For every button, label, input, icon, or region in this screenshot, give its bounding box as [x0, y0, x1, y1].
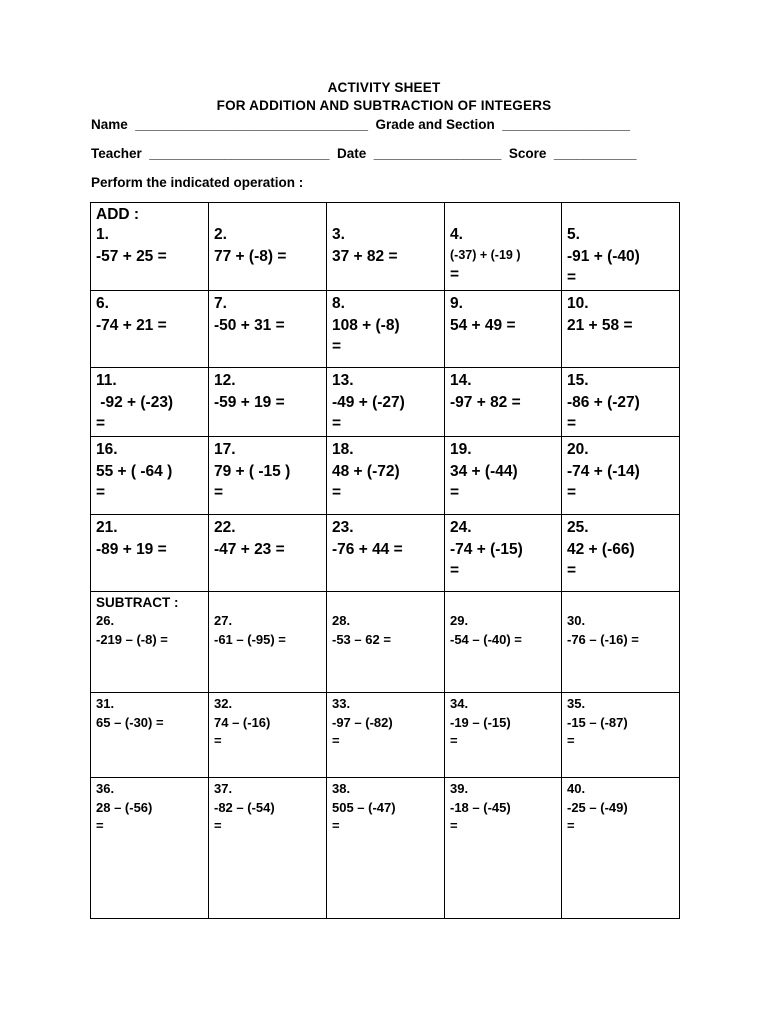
problem-cell — [91, 437, 209, 515]
problem-number: 10. — [567, 295, 589, 312]
problem-cell — [209, 693, 327, 778]
problem-expression: -57 + 25 = — [96, 247, 167, 265]
problem-expression: -82 – (-54) — [214, 799, 275, 815]
problem-cell — [91, 693, 209, 778]
problem-expression: -50 + 31 = — [214, 316, 285, 334]
problem-number: 35. — [567, 696, 586, 711]
subtract-section-label: SUBTRACT : — [96, 595, 179, 610]
problem-number: 5. — [567, 226, 580, 243]
answer-equals: = — [332, 818, 340, 833]
problem-cell — [91, 368, 209, 437]
problem-cell — [445, 693, 562, 778]
answer-equals: = — [96, 415, 106, 432]
problem-expression: -54 – (-40) = — [450, 631, 522, 647]
sheet-title: ACTIVITY SHEET — [327, 80, 441, 95]
problem-expression: -59 + 19 = — [214, 393, 285, 411]
problem-cell — [91, 291, 209, 368]
problem-expression: 79 + ( -15 ) — [214, 462, 291, 480]
problem-cell — [91, 515, 209, 592]
problem-expression: -91 + (-40) — [567, 247, 640, 265]
problem-cell — [327, 693, 445, 778]
problem-number: 20. — [567, 441, 589, 458]
problem-expression: -18 – (-45) — [450, 799, 511, 815]
problem-cell — [562, 778, 680, 919]
problem-cell — [562, 437, 680, 515]
answer-equals: = — [567, 562, 577, 579]
problem-number: 4. — [450, 226, 463, 243]
problem-number: 33. — [332, 696, 351, 711]
problem-number: 27. — [214, 613, 233, 628]
problem-cell — [445, 515, 562, 592]
problem-number: 16. — [96, 441, 118, 458]
problem-row — [91, 368, 680, 437]
answer-equals: = — [332, 338, 342, 355]
problem-cell — [327, 203, 445, 291]
problem-number: 25. — [567, 519, 589, 536]
problem-expression: -89 + 19 = — [96, 540, 167, 558]
problem-number: 7. — [214, 295, 227, 312]
problem-expression: 48 + (-72) — [332, 462, 400, 480]
problem-cell — [562, 368, 680, 437]
problem-expression: -47 + 23 = — [214, 540, 285, 558]
problem-cell — [562, 515, 680, 592]
problem-expression: -49 + (-27) — [332, 393, 405, 411]
problem-number: 40. — [567, 781, 586, 796]
problem-expression: -74 + 21 = — [96, 316, 167, 334]
problem-number: 12. — [214, 372, 236, 389]
problem-expression: 74 – (-16) — [214, 714, 271, 730]
answer-equals: = — [332, 733, 340, 748]
answer-equals: = — [567, 818, 575, 833]
problem-expression: -86 + (-27) — [567, 393, 640, 411]
problem-cell — [445, 368, 562, 437]
instruction-text: Perform the indicated operation : — [91, 175, 304, 190]
problem-number: 22. — [214, 519, 236, 536]
problem-row — [91, 291, 680, 368]
answer-equals: = — [96, 818, 104, 833]
problem-row — [91, 592, 680, 693]
problem-number: 21. — [96, 519, 118, 536]
problem-expression: (-37) + (-19 ) — [450, 247, 521, 262]
answer-equals: = — [214, 818, 222, 833]
problem-expression: -74 + (-14) — [567, 462, 640, 480]
problem-number: 17. — [214, 441, 236, 458]
problem-expression: -97 – (-82) — [332, 714, 393, 730]
problem-expression: 65 – (-30) = — [96, 714, 164, 730]
problem-cell — [562, 592, 680, 693]
problem-number: 29. — [450, 613, 469, 628]
problem-expression: 42 + (-66) — [567, 540, 635, 558]
answer-equals: = — [567, 733, 575, 748]
problem-cell — [445, 203, 562, 291]
problem-cell — [445, 778, 562, 919]
problem-expression: 21 + 58 = — [567, 316, 633, 334]
problem-number: 32. — [214, 696, 233, 711]
problem-expression: 34 + (-44) — [450, 462, 518, 480]
problem-number: 39. — [450, 781, 469, 796]
problem-expression: -25 – (-49) — [567, 799, 628, 815]
problem-number: 3. — [332, 226, 345, 243]
problem-cell — [327, 368, 445, 437]
problem-expression: 54 + 49 = — [450, 316, 516, 334]
problem-number: 1. — [96, 226, 109, 243]
answer-equals: = — [450, 484, 460, 501]
answer-equals: = — [332, 415, 342, 432]
problem-number: 31. — [96, 696, 115, 711]
sheet-subtitle: FOR ADDITION AND SUBTRACTION OF INTEGERS — [216, 98, 552, 113]
problem-expression: 28 – (-56) — [96, 799, 153, 815]
problem-cell — [209, 437, 327, 515]
problem-number: 13. — [332, 372, 354, 389]
problem-expression: -76 – (-16) = — [567, 631, 639, 647]
problem-cell — [209, 515, 327, 592]
problem-expression: -219 – (-8) = — [96, 631, 168, 647]
problem-cell — [91, 592, 209, 693]
problem-cell — [91, 203, 209, 291]
answer-equals: = — [450, 265, 460, 283]
problem-cell — [562, 203, 680, 291]
problem-cell — [562, 291, 680, 368]
problem-number: 2. — [214, 226, 227, 243]
problem-cell — [327, 515, 445, 592]
name-grade-line: Name _______________________________ Grade and Section _________________ — [91, 117, 630, 132]
problem-number: 9. — [450, 295, 463, 312]
problem-expression: -61 – (-95) = — [214, 631, 286, 647]
answer-equals: = — [567, 484, 577, 501]
problem-cell — [209, 368, 327, 437]
problem-number: 30. — [567, 613, 586, 628]
answer-equals: = — [450, 562, 460, 579]
problem-number: 18. — [332, 441, 354, 458]
problem-expression: -76 + 44 = — [332, 540, 403, 558]
add-section-label: ADD : — [96, 206, 140, 223]
problem-cell — [327, 291, 445, 368]
answer-equals: = — [450, 818, 458, 833]
problem-expression: 77 + (-8) = — [214, 247, 287, 265]
problem-number: 38. — [332, 781, 351, 796]
problem-expression: -97 + 82 = — [450, 393, 521, 411]
answer-equals: = — [214, 733, 222, 748]
problem-number: 34. — [450, 696, 469, 711]
problem-expression: 108 + (-8) — [332, 316, 400, 334]
problem-expression: 55 + ( -64 ) — [96, 462, 173, 480]
problem-number: 8. — [332, 295, 345, 312]
problem-expression: -92 + (-23) — [96, 393, 174, 411]
answer-equals: = — [450, 733, 458, 748]
problem-cell — [209, 203, 327, 291]
problem-cell — [562, 693, 680, 778]
problem-cell — [445, 592, 562, 693]
problem-row — [91, 778, 680, 919]
problem-number: 24. — [450, 519, 472, 536]
problem-number: 23. — [332, 519, 354, 536]
teacher-date-score-line: Teacher ________________________ Date _________________ Score ___________ — [91, 146, 637, 161]
problem-expression: -74 + (-15) — [450, 540, 523, 558]
problem-expression: 505 – (-47) — [332, 799, 396, 815]
problem-number: 14. — [450, 372, 472, 389]
problem-expression: -15 – (-87) — [567, 714, 628, 730]
problem-cell — [209, 592, 327, 693]
problem-row — [91, 515, 680, 592]
problem-number: 28. — [332, 613, 351, 628]
problem-row — [91, 437, 680, 515]
problem-number: 11. — [96, 372, 117, 389]
problem-expression: -53 – 62 = — [332, 631, 391, 647]
problem-number: 15. — [567, 372, 589, 389]
problem-cell — [209, 778, 327, 919]
problem-row — [91, 693, 680, 778]
problem-number: 6. — [96, 295, 109, 312]
problem-cell — [91, 778, 209, 919]
problem-number: 37. — [214, 781, 233, 796]
problem-row — [91, 203, 680, 291]
problem-cell — [445, 291, 562, 368]
problem-cell — [327, 592, 445, 693]
problem-expression: -19 – (-15) — [450, 714, 511, 730]
problem-table — [90, 202, 680, 919]
problem-cell — [209, 291, 327, 368]
answer-equals: = — [567, 269, 577, 286]
answer-equals: = — [214, 484, 224, 501]
problem-cell — [327, 778, 445, 919]
answer-equals: = — [567, 415, 577, 432]
problem-number: 19. — [450, 441, 472, 458]
answer-equals: = — [332, 484, 342, 501]
problem-cell — [327, 437, 445, 515]
problem-number: 26. — [96, 613, 115, 628]
problem-cell — [445, 437, 562, 515]
problem-expression: 37 + 82 = — [332, 247, 398, 265]
problem-number: 36. — [96, 781, 115, 796]
answer-equals: = — [96, 484, 106, 501]
